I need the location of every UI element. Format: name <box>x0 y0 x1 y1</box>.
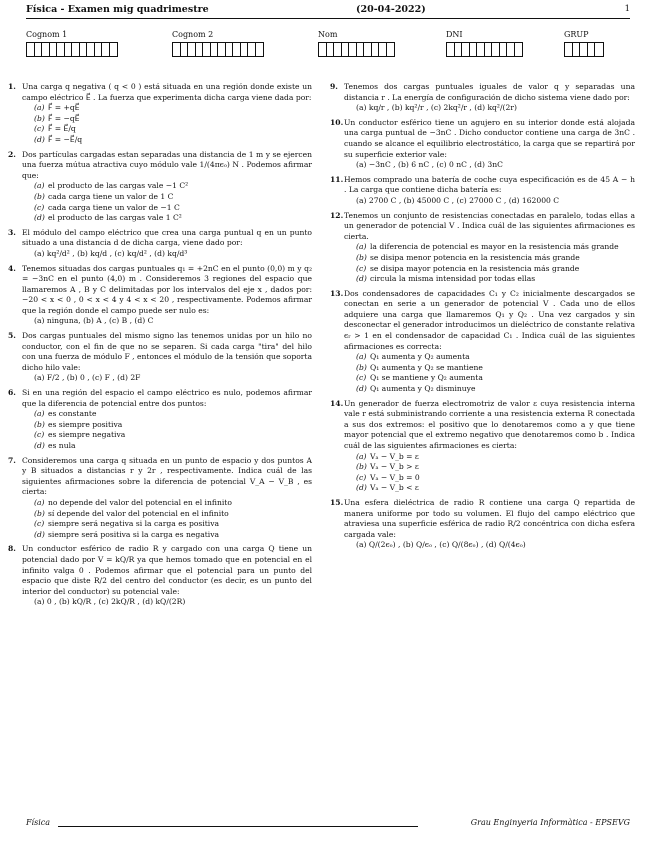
input-box[interactable] <box>188 43 196 56</box>
option-letter: (c) <box>356 263 367 273</box>
answer-option <box>356 253 635 264</box>
question-stem: Dos partículas cargadas estan separadas una distancia de 1 m y se ejercen una fuerza mútua atractiva cuyo módulo vale 1/(4πϵₒ) N . Podemos afirmar que: <box>22 149 312 180</box>
option-text: Vₐ − V_b < ε <box>370 483 419 493</box>
question-4 <box>8 264 312 328</box>
answer-option <box>356 264 635 275</box>
answer-options <box>22 103 312 145</box>
input-box[interactable] <box>595 43 603 56</box>
answer-options <box>22 409 312 451</box>
question-11 <box>330 175 635 207</box>
option-letter: (d) <box>34 134 45 144</box>
input-box[interactable] <box>110 43 118 56</box>
input-box[interactable] <box>27 43 35 56</box>
question-9 <box>330 82 635 114</box>
answer-option <box>356 363 635 374</box>
option-text: F⃗ = E⃗/q <box>48 124 76 134</box>
option-letter: (a) <box>356 451 367 461</box>
field-grup <box>564 30 604 57</box>
question-number: 6. <box>8 388 16 398</box>
answer-option <box>34 519 312 530</box>
answer-option <box>34 509 312 520</box>
question-5 <box>8 331 312 384</box>
option-text: no depende del valor del potencial en el infinito <box>48 497 232 507</box>
field-nom <box>318 30 395 57</box>
question-6 <box>8 388 312 452</box>
answer-option <box>34 114 312 125</box>
option-letter: (a) <box>34 181 45 191</box>
answer-options-inline: (a) 2700 C , (b) 45000 C , (c) 27000 C , (d) 162000 C <box>356 195 560 205</box>
question-14 <box>330 399 635 494</box>
input-box[interactable] <box>387 43 395 56</box>
answer-option <box>34 135 312 146</box>
input-box[interactable] <box>500 43 508 56</box>
answer-options-inline: (a) F/2 , (b) 0 , (c) F , (d) 2F <box>34 373 141 383</box>
input-box[interactable] <box>372 43 380 56</box>
question-number: 9. <box>330 82 338 91</box>
option-text: es siempre negativa <box>48 430 126 440</box>
field-input-boxes[interactable] <box>318 42 395 57</box>
field-label: Nom <box>318 30 338 39</box>
input-box[interactable] <box>35 43 43 56</box>
student-fields <box>26 30 630 60</box>
footer-course: Grau Enginyeria Informàtica - EPSEVG <box>470 818 630 827</box>
input-box[interactable] <box>203 43 211 56</box>
answer-option <box>356 452 635 463</box>
input-box[interactable] <box>196 43 204 56</box>
input-box[interactable] <box>42 43 50 56</box>
option-text: Vₐ − V_b = 0 <box>370 472 420 482</box>
question-stem: Hemos comprado una batería de coche cuya especificación es de 45 A − h . La carga que contiene dicha batería es: <box>344 174 635 195</box>
question-number: 11. <box>330 174 344 184</box>
input-box[interactable] <box>102 43 110 56</box>
option-text: F⃗ = −E⃗/q <box>48 134 83 144</box>
option-text: la diferencia de potencial es mayor en la resistencia más grande <box>370 242 619 252</box>
input-box[interactable] <box>226 43 234 56</box>
answer-options <box>22 181 312 223</box>
option-letter: (a) <box>34 103 45 113</box>
page-header <box>26 4 630 19</box>
option-letter: (a) <box>356 242 367 252</box>
exam-title: Física - Examen mig quadrimestre <box>26 4 209 15</box>
answer-options <box>22 498 312 540</box>
answer-option <box>356 352 635 363</box>
answer-option <box>34 124 312 135</box>
input-box[interactable] <box>349 43 357 56</box>
input-box[interactable] <box>470 43 478 56</box>
input-box[interactable] <box>485 43 493 56</box>
question-number: 8. <box>8 544 16 554</box>
footer-rule <box>58 826 418 827</box>
option-text: F⃗ = +qE⃗ <box>48 103 80 113</box>
option-text: Q₁ aumenta y Q₂ se mantiene <box>370 362 483 372</box>
question-number: 5. <box>8 331 16 341</box>
answer-options <box>344 242 635 284</box>
questions-right-column <box>330 82 635 555</box>
option-text: es nula <box>48 441 76 450</box>
question-stem: Un generador de fuerza electromotriz de valor ε cuya resistencia interna vale r está subministrando corriente a una resistencia externa R conectada a sus dos extremos: el positivo que lo denotaremos como a y que tiene mayor potencial que el extremo negativo que denotaremos como b . Indica cuál de las siguientes afirmaciones es cierta: <box>344 398 635 450</box>
question-number: 12. <box>330 210 344 220</box>
footer-subject: Física <box>26 818 51 827</box>
question-stem: Un conductor esférico de radio R y cargado con una carga Q tiene un potencial dado por V = kQ/R ya que hemos tomado que en potencial en el infinito valga 0 . Podemos afirmar que el potencial para un punto del espacio que diste R/2 del centro del conductor (es decir, es un punto del interior del conductor) su potencial vale: <box>22 544 312 596</box>
question-stem: Un conductor esférico tiene un agujero en su interior donde está alojada una carga puntual de −3nC . Dicho conductor contiene una carga de 3nC . cuando se alcance el equilibrio electrostático, la carga que se repartirá por su superficie exterior vale: <box>344 117 635 159</box>
option-text: Q₁ aumenta y Q₂ aumenta <box>370 352 470 362</box>
option-text: el producto de las cargas vale −1 C² <box>48 181 189 191</box>
field-label: DNI <box>446 30 463 39</box>
answer-option <box>34 441 312 452</box>
question-3 <box>8 228 312 260</box>
question-number: 7. <box>8 455 16 465</box>
option-letter: (b) <box>356 462 367 472</box>
option-letter: (c) <box>356 472 367 482</box>
field-label: GRUP <box>564 30 589 39</box>
input-box[interactable] <box>248 43 256 56</box>
option-text: se disipa mayor potencia en la resistencia más grande <box>370 263 580 273</box>
option-letter: (c) <box>34 202 45 212</box>
answer-options-inline: (a) ninguna, (b) A , (c) B , (d) C <box>34 316 154 326</box>
question-stem: Tenemos un conjunto de resistencias conectadas en paralelo, todas ellas a un generador de potencial V . Indica cuál de las siguientes afirmaciones es cierta. <box>344 210 635 241</box>
input-box[interactable] <box>492 43 500 56</box>
input-box[interactable] <box>364 43 372 56</box>
question-7 <box>8 456 312 541</box>
field-label: Cognom 1 <box>26 30 68 39</box>
input-box[interactable] <box>379 43 387 56</box>
question-number: 13. <box>330 288 344 298</box>
answer-option <box>34 409 312 420</box>
question-number: 3. <box>8 227 16 237</box>
input-box[interactable] <box>573 43 581 56</box>
question-stem: Si en una región del espacio el campo eléctrico es nulo, podemos afirmar que la diferencia de potencial entre dos puntos: <box>22 388 312 408</box>
question-number: 2. <box>8 149 16 159</box>
option-letter: (c) <box>34 519 45 529</box>
option-text: siempre será negativa si la carga es positiva <box>48 519 220 529</box>
answer-options-inline: (a) kq/r , (b) kq²/r , (c) 2kq²/r , (d) kq²/(2r) <box>356 103 517 113</box>
option-letter: (d) <box>34 441 45 450</box>
option-text: cada carga tiene un valor de −1 C <box>48 202 180 212</box>
option-letter: (a) <box>34 409 45 419</box>
page-footer <box>26 818 630 830</box>
input-box[interactable] <box>218 43 226 56</box>
option-letter: (b) <box>34 508 45 518</box>
question-number: 10. <box>330 117 344 127</box>
answer-option <box>34 420 312 431</box>
question-2 <box>8 150 312 224</box>
input-box[interactable] <box>65 43 73 56</box>
option-text: el producto de las cargas vale 1 C² <box>48 213 182 223</box>
answer-option <box>356 462 635 473</box>
input-box[interactable] <box>181 43 189 56</box>
option-letter: (d) <box>34 529 45 539</box>
input-box[interactable] <box>580 43 588 56</box>
option-text: Vₐ − V_b = ε <box>370 451 419 461</box>
option-text: Q₁ se mantiene y Q₂ aumenta <box>370 373 483 383</box>
input-box[interactable] <box>80 43 88 56</box>
option-text: sí depende del valor del potencial en el infinito <box>48 508 229 518</box>
answer-option <box>34 430 312 441</box>
answer-option <box>356 483 635 494</box>
question-stem: Tenemos dos cargas puntuales iguales de valor q y separadas una distancia r . La energía de configuración de dicho sistema viene dado por: <box>344 82 635 102</box>
option-letter: (c) <box>34 124 45 134</box>
question-stem: Tenemos situadas dos cargas puntuales q₁ = +2nC en el punto (0,0) m y q₂ = −3nC en el punto (4,0) m . Consideremos 3 regiones del espacio que llamaremos A , B y C delimitadas por los intervalos del eje x , dados por: −20 < x < 0 , 0 < x < 4 y 4 < x < 20 , respectivamente. Podemos afirmar que la región donde el campo puede ser nulo es: <box>22 263 312 315</box>
input-box[interactable] <box>95 43 103 56</box>
option-letter: (d) <box>356 274 367 284</box>
field-input-boxes[interactable] <box>172 42 264 57</box>
option-letter: (d) <box>34 213 45 223</box>
questions-left-column <box>8 82 312 612</box>
answer-option <box>356 242 635 253</box>
input-box[interactable] <box>87 43 95 56</box>
option-text: es siempre positiva <box>48 419 123 429</box>
field-dni <box>446 30 523 57</box>
answer-option <box>34 530 312 541</box>
input-box[interactable] <box>57 43 65 56</box>
answer-options-inline: (a) Q/(2ϵₒ) , (b) Q/ϵₒ , (c) Q/(8ϵₒ) , (d) Q/(4ϵₒ) <box>356 540 526 550</box>
option-letter: (b) <box>34 191 45 201</box>
input-box[interactable] <box>50 43 58 56</box>
field-cognom-1 <box>26 30 118 57</box>
input-box[interactable] <box>233 43 241 56</box>
input-box[interactable] <box>342 43 350 56</box>
answer-option <box>356 473 635 484</box>
input-box[interactable] <box>334 43 342 56</box>
field-input-boxes[interactable] <box>564 42 604 57</box>
option-letter: (a) <box>34 497 45 507</box>
answer-option <box>34 213 312 224</box>
answer-option <box>356 373 635 384</box>
question-12 <box>330 211 635 285</box>
answer-options <box>344 452 635 494</box>
input-box[interactable] <box>515 43 523 56</box>
field-cognom-2 <box>172 30 264 57</box>
question-stem: Dos condensadores de capacidades C₁ y C₂ inicialmente descargados se conectan en serie a un generador de potencial V . Cada uno de ellos adquiere una carga que llamaremos Q₁ y Q₂ . Una vez cargados y sin desconectar el generador introducimos un dieléctrico de constante relativa ϵᵣ > 1 en el condensador de capacidad C₁ . Indica cuál de las siguientes afirmaciones es correcta: <box>344 288 635 351</box>
input-box[interactable] <box>447 43 455 56</box>
field-input-boxes[interactable] <box>446 42 523 57</box>
question-number: 14. <box>330 398 344 408</box>
option-letter: (c) <box>356 373 367 383</box>
option-letter: (d) <box>356 483 367 493</box>
answer-option <box>356 274 635 285</box>
input-box[interactable] <box>72 43 80 56</box>
answer-option <box>34 203 312 214</box>
input-box[interactable] <box>477 43 485 56</box>
option-letter: (b) <box>356 362 367 372</box>
input-box[interactable] <box>462 43 470 56</box>
answer-option <box>34 192 312 203</box>
answer-options-inline: (a) 0 , (b) kQ/R , (c) 2kQ/R , (d) kQ/(2R) <box>34 597 186 607</box>
option-text: Vₐ − V_b > ε <box>370 462 419 472</box>
answer-option <box>34 498 312 509</box>
question-stem: Una esfera dieléctrica de radio R contiene una carga Q repartida de manera uniforme por todo su volumen. El flujo del campo eléctrico que atraviesa una superficie esférica de radio R/2 concéntrica con dicha esfera cargada vale: <box>344 497 635 539</box>
page-number: 1 <box>624 4 630 14</box>
option-text: circula la misma intensidad por todas ellas <box>370 274 536 284</box>
input-box[interactable] <box>455 43 463 56</box>
input-box[interactable] <box>256 43 264 56</box>
input-box[interactable] <box>173 43 181 56</box>
option-text: es constante <box>48 409 97 419</box>
answer-option <box>34 181 312 192</box>
exam-date: (20-04-2022) <box>356 4 426 15</box>
input-box[interactable] <box>319 43 327 56</box>
option-letter: (a) <box>356 352 367 362</box>
option-text: se disipa menor potencia en la resistencia más grande <box>370 252 580 262</box>
option-letter: (b) <box>34 113 45 123</box>
option-text: cada carga tiene un valor de 1 C <box>48 191 174 201</box>
input-box[interactable] <box>327 43 335 56</box>
input-box[interactable] <box>241 43 249 56</box>
option-letter: (d) <box>356 384 367 394</box>
question-stem: Dos cargas puntuales del mismo signo las tenemos unidas por un hilo no conductor, con el fin de que no se separen. Si cada carga "tira" del hilo con una fuerza de módulo F , entonces el módulo de la tensión que soporta dicho hilo vale: <box>22 331 312 372</box>
input-box[interactable] <box>588 43 596 56</box>
input-box[interactable] <box>565 43 573 56</box>
answer-options <box>344 352 635 394</box>
question-stem: Una carga q negativa ( q < 0 ) está situada en una región donde existe un campo eléctrico E⃗ . La fuerza que experimenta dicha carga viene dada por: <box>22 82 312 102</box>
field-label: Cognom 2 <box>172 30 214 39</box>
question-8 <box>8 544 312 608</box>
option-letter: (b) <box>356 252 367 262</box>
answer-option <box>34 103 312 114</box>
question-stem: El módulo del campo eléctrico que crea una carga puntual q en un punto situado a una distancia d de dicha carga, viene dado por: <box>22 227 312 248</box>
question-number: 1. <box>8 82 16 91</box>
question-10 <box>330 118 635 171</box>
question-stem: Consideremos una carga q situada en un punto de espacio y dos puntos A y B situados a distancias r y 2r , respectivamente. Indica cuál de las siguientes afirmaciones sobre la diferencia de potencial V_A − V_B , es cierta: <box>22 455 312 497</box>
option-text: F⃗ = −qE⃗ <box>48 113 80 123</box>
option-text: siempre será positiva si la carga es negativa <box>48 529 220 539</box>
input-box[interactable] <box>357 43 365 56</box>
answer-options-inline: (a) −3nC , (b) 6 nC , (c) 0 nC , (d) 3nC <box>356 160 503 170</box>
question-15 <box>330 498 635 551</box>
answer-options-inline: (a) kq²/d² , (b) kq/d , (c) kq/d² , (d) kq/d³ <box>34 248 188 258</box>
question-1 <box>8 82 312 146</box>
option-letter: (c) <box>34 430 45 440</box>
question-number: 15. <box>330 497 344 507</box>
input-box[interactable] <box>507 43 515 56</box>
question-13 <box>330 289 635 395</box>
field-input-boxes[interactable] <box>26 42 118 57</box>
option-letter: (b) <box>34 419 45 429</box>
answer-option <box>356 384 635 395</box>
question-number: 4. <box>8 263 16 273</box>
input-box[interactable] <box>211 43 219 56</box>
option-text: Q₁ aumenta y Q₂ disminuye <box>370 384 476 394</box>
